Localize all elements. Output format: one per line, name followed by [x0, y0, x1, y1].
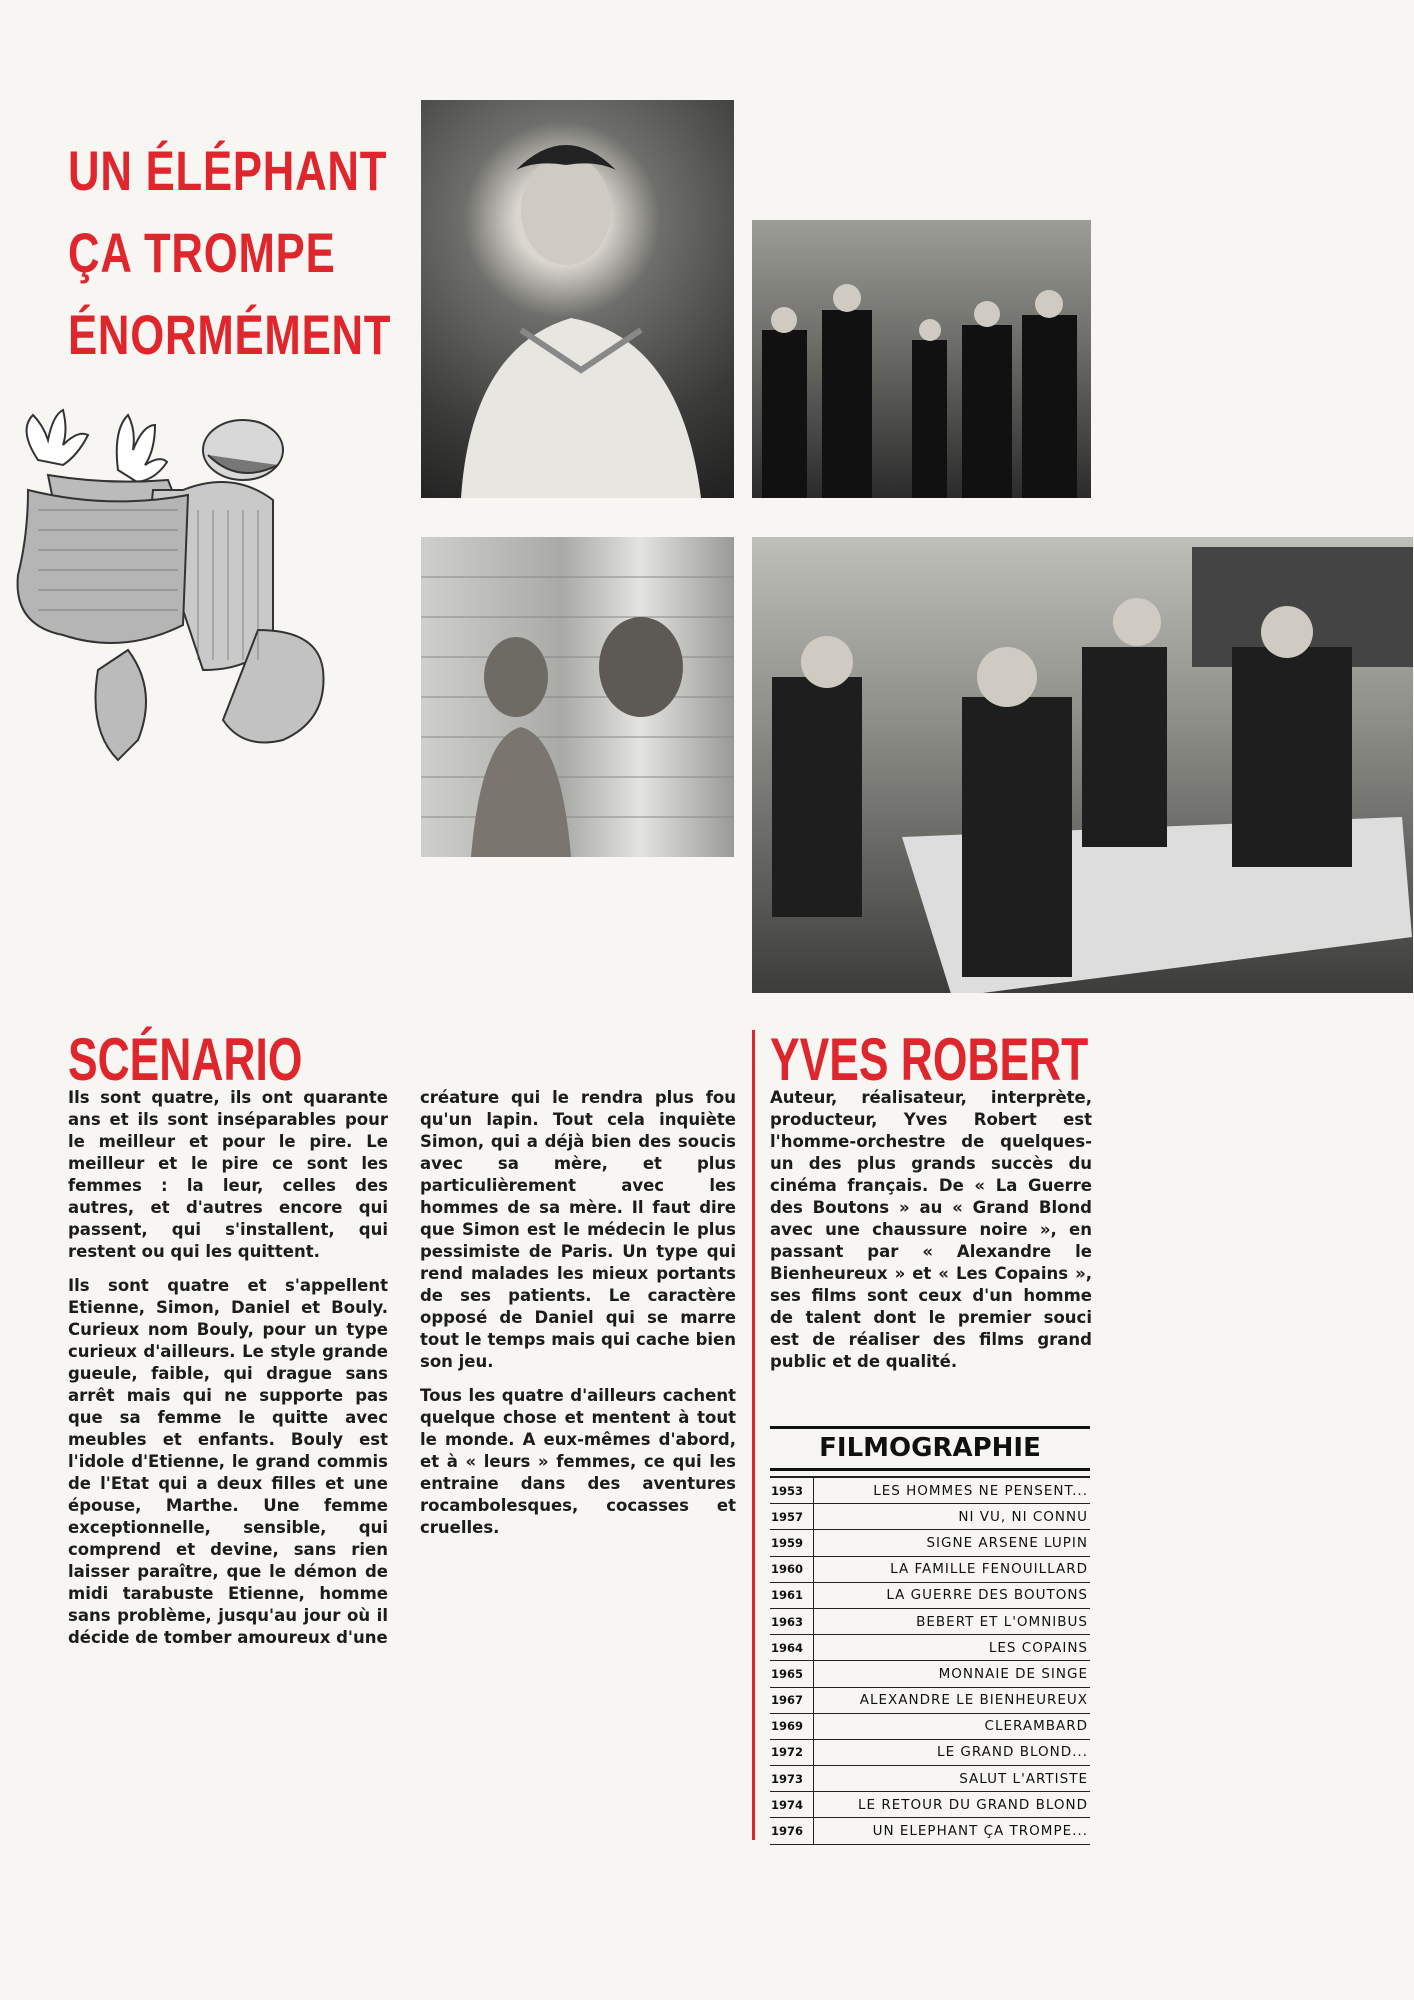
filmography-film-title: LES HOMMES NE PENSENT... — [873, 1482, 1088, 1499]
filmography-year: 1964 — [770, 1635, 814, 1660]
filmography-row — [770, 1476, 1090, 1504]
photo-men-shower — [421, 537, 734, 857]
filmography-year: 1973 — [770, 1766, 814, 1791]
photo-woman-portrait-art — [421, 100, 734, 498]
filmography-film-title: LA GUERRE DES BOUTONS — [886, 1587, 1088, 1604]
filmography-film-title: SALUT L'ARTISTE — [959, 1770, 1088, 1787]
filmography-row — [770, 1661, 1090, 1687]
filmography-row — [770, 1504, 1090, 1530]
filmography-row — [770, 1688, 1090, 1714]
filmography-year: 1974 — [770, 1792, 814, 1817]
filmography-year: 1953 — [770, 1478, 814, 1503]
filmography-film-title: LE GRAND BLOND... — [937, 1744, 1088, 1761]
filmography-year: 1965 — [770, 1661, 814, 1686]
director-rule — [752, 1030, 755, 1840]
filmography-row — [770, 1557, 1090, 1583]
scenario-paragraph-2-cont: créature qui le rendra plus fou qu'un lapin. Tout cela inquiète Simon, qui a déjà bien des soucis avec sa mère, et plus particulièrement avec les hommes de sa mère. Il faut dire que Simon est le médecin le plus pessimiste de Paris. Un type qui rend malades les mieux portants de ses patients. Le caractère opposé de Daniel qui se marre tout le temps mais qui cache bien son jeu. — [420, 1088, 736, 1371]
filmography-year: 1972 — [770, 1740, 814, 1765]
filmography-table — [770, 1426, 1090, 1845]
photo-woman-portrait — [421, 100, 734, 498]
filmography-year: 1957 — [770, 1504, 814, 1529]
photo-group-tuxedos — [752, 220, 1091, 498]
filmography-heading: FILMOGRAPHIE — [770, 1426, 1090, 1471]
filmography-row — [770, 1714, 1090, 1740]
filmography-year: 1959 — [770, 1530, 814, 1555]
filmography-year: 1960 — [770, 1557, 814, 1582]
photo-men-at-table-art — [752, 537, 1413, 993]
filmography-film-title: CLERAMBARD — [984, 1718, 1088, 1735]
filmography-row — [770, 1609, 1090, 1635]
filmography-row — [770, 1792, 1090, 1818]
filmography-film-title: NI VU, NI CONNU — [958, 1508, 1088, 1525]
filmography-film-title: UN ELEPHANT ÇA TROMPE... — [872, 1823, 1088, 1840]
filmography-year: 1976 — [770, 1818, 814, 1843]
title-line-1: UN ÉLÉPHANT — [68, 139, 388, 202]
scenario-paragraph-2: Ils sont quatre et s'appellent Etienne, Simon, Daniel et Bouly. Curieux nom Bouly, pour un type curieux d'ailleurs. Le style grande gueule, faible, qui drague sans arrêt mais qui ne supporte pas que sa femme le quitte avec meubles et enfants. Bouly est l'idole d'Etienne, le grand commis de l'Etat qui a deux filles et une épouse, Marthe. Une femme exceptionnelle, sensible, qui comprend et devine, sans rien laisser paraître, que le démon de midi tarabuste Etienne, homme sans problème, jusqu'au jour où il décide de tomber amoureux d'une — [68, 1276, 388, 1647]
filmography-film-title: MONNAIE DE SINGE — [938, 1665, 1088, 1682]
scenario-column-2 — [420, 1087, 736, 1551]
photo-men-at-table — [752, 537, 1413, 993]
filmography-row — [770, 1818, 1090, 1844]
cartoon-figure-drawing — [8, 400, 393, 780]
filmography-film-title: BEBERT ET L'OMNIBUS — [916, 1613, 1088, 1630]
filmography-rows — [770, 1476, 1090, 1845]
filmography-row — [770, 1635, 1090, 1661]
filmography-row — [770, 1766, 1090, 1792]
filmography-row — [770, 1583, 1090, 1609]
director-bio: Auteur, réalisateur, interprète, producteur, Yves Robert est l'homme-orchestre de quelques-un des plus grands succès du cinéma français. De « La Guerre des Boutons » au « Grand Blond avec une chaussure noire », en passant par « Alexandre le Bienheureux » et « Les Copains », ses films sont ceux d'un homme de talent dont le premier souci est de réaliser des films grand public et de qualité. — [770, 1088, 1092, 1371]
scenario-paragraph-3: Tous les quatre d'ailleurs cachent quelque chose et mentent à tout le monde. A eux-mêmes d'abord, et à « leurs » femmes, ce qui les entraine dans des aventures rocambolesques, cocasses et cruelles. — [420, 1386, 736, 1537]
filmography-film-title: LE RETOUR DU GRAND BLOND — [858, 1796, 1088, 1813]
filmography-row — [770, 1740, 1090, 1766]
scenario-heading: SCÉNARIO — [68, 1026, 303, 1093]
photo-group-tuxedos-art — [752, 220, 1091, 498]
filmography-film-title: ALEXANDRE LE BIENHEUREUX — [859, 1692, 1088, 1709]
filmography-film-title: LES COPAINS — [988, 1639, 1088, 1656]
filmography-film-title: LA FAMILLE FENOUILLARD — [890, 1561, 1088, 1578]
cartoon-illustration — [8, 400, 393, 780]
photo-men-shower-art — [421, 537, 734, 857]
scenario-paragraph-1: Ils sont quatre, ils ont quarante ans et ils sont inséparables pour le meilleur et pour le pire. Le meilleur et le pire ce sont les femmes : la leur, celles des autres, et d'autres encore qui passent, qui s'installent, qui restent ou qui les quittent. — [68, 1088, 388, 1261]
filmography-film-title: SIGNE ARSENE LUPIN — [926, 1534, 1088, 1551]
filmography-year: 1967 — [770, 1688, 814, 1713]
filmography-row — [770, 1530, 1090, 1556]
title-line-2: ÇA TROMPE — [68, 221, 336, 284]
director-heading: YVES ROBERT — [770, 1026, 1089, 1093]
title-line-3: ÉNORMÉMENT — [68, 303, 392, 366]
scenario-column-1 — [68, 1087, 388, 1661]
filmography-year: 1963 — [770, 1609, 814, 1634]
filmography-year: 1969 — [770, 1714, 814, 1739]
filmography-year: 1961 — [770, 1583, 814, 1608]
